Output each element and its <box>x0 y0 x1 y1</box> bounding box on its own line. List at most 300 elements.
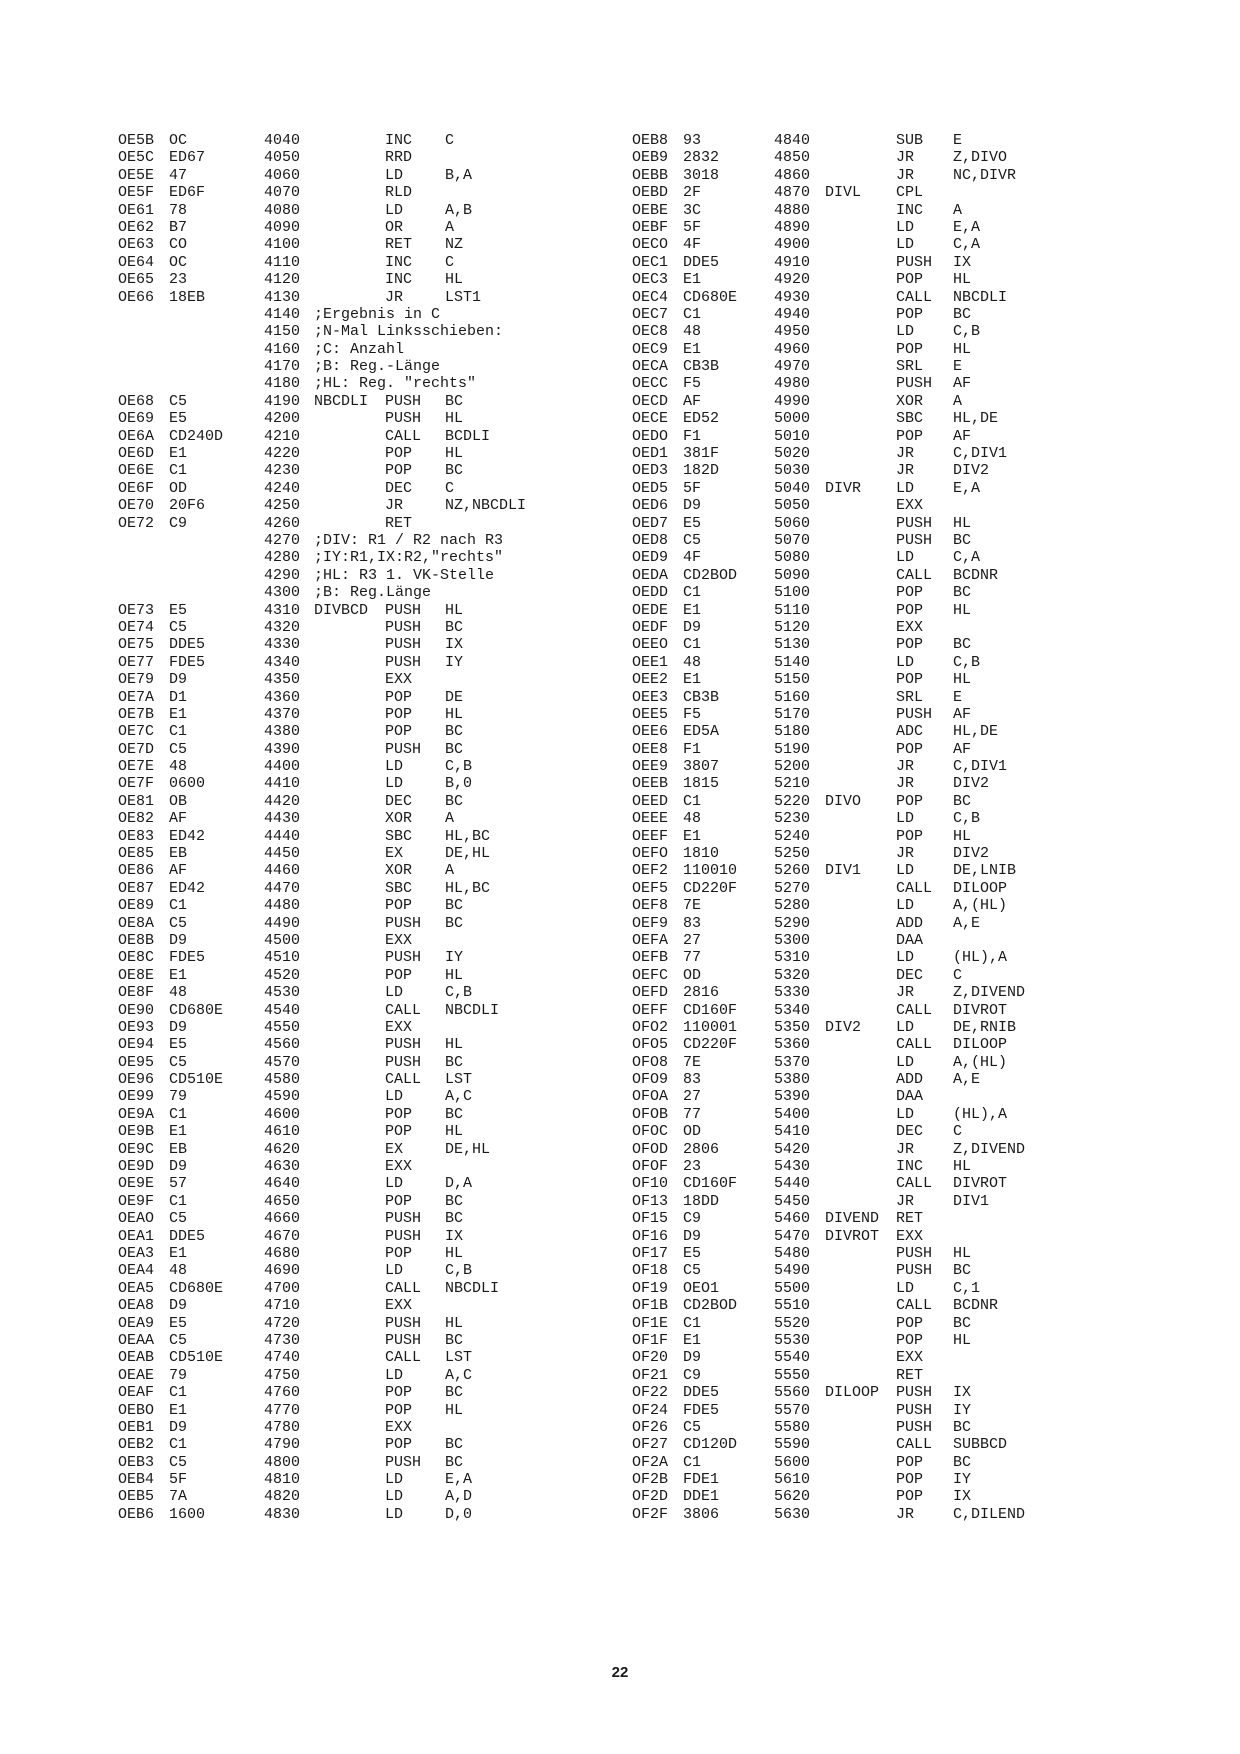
operand: HL <box>953 601 972 619</box>
operand: C,1 <box>953 1279 981 1297</box>
hex-code: C1 <box>683 792 702 810</box>
operand: BC <box>445 1384 464 1402</box>
operand: BC <box>445 1331 464 1349</box>
mnemonic: LD <box>385 1088 404 1106</box>
mnemonic: JR <box>896 845 915 863</box>
operand: DE <box>445 688 464 706</box>
hex-code: E1 <box>683 1331 702 1349</box>
address: OEFC <box>632 966 669 984</box>
operand: C,DILEND <box>953 1505 1026 1523</box>
line-number: 4700 <box>264 1279 301 1297</box>
operand: IX <box>953 253 972 271</box>
mnemonic: DEC <box>896 966 924 984</box>
comment: ;Ergebnis in C <box>314 305 441 323</box>
line-number: 5250 <box>774 845 811 863</box>
address: OE94 <box>118 1036 155 1054</box>
operand: NBCDLI <box>445 1279 500 1297</box>
operand: Z,DIVO <box>953 149 1008 167</box>
line-number: 5180 <box>774 723 811 741</box>
line-number: 4390 <box>264 740 301 758</box>
address: OE81 <box>118 792 155 810</box>
address: OF27 <box>632 1436 669 1454</box>
line-number: 4890 <box>774 218 811 236</box>
address: OEF2 <box>632 862 669 880</box>
hex-code: CD680E <box>169 1279 224 1297</box>
mnemonic: POP <box>385 462 413 480</box>
operand: E <box>953 132 963 149</box>
line-number: 5580 <box>774 1418 811 1436</box>
line-number: 4280 <box>264 549 301 567</box>
mnemonic: LD <box>385 1471 404 1489</box>
address: OE8F <box>118 984 155 1002</box>
hex-code: B7 <box>169 218 188 236</box>
line-number: 4240 <box>264 479 301 497</box>
hex-code: DDE5 <box>169 636 206 654</box>
hex-code: OEO1 <box>683 1279 720 1297</box>
operand: HL <box>953 671 972 689</box>
operand: C,B <box>445 758 473 776</box>
address: OF2B <box>632 1471 669 1489</box>
mnemonic: LD <box>385 1488 404 1506</box>
address: OFO5 <box>632 1036 669 1054</box>
mnemonic: INC <box>385 253 413 271</box>
mnemonic: EX <box>385 1140 404 1158</box>
address: OE8B <box>118 931 155 949</box>
hex-code: CD2BOD <box>683 566 738 584</box>
mnemonic: PUSH <box>385 1314 422 1332</box>
mnemonic: JR <box>896 445 915 463</box>
line-number: 4370 <box>264 705 301 723</box>
operand: NBCDLI <box>445 1001 500 1019</box>
line-number: 4930 <box>774 288 811 306</box>
operand: HL <box>445 966 464 984</box>
address: OE9F <box>118 1192 155 1210</box>
address: OEEO <box>632 636 669 654</box>
mnemonic: EXX <box>896 1227 924 1245</box>
hex-code: CD510E <box>169 1071 224 1089</box>
line-number: 4040 <box>264 132 301 149</box>
address: OE7B <box>118 705 155 723</box>
address: OE6A <box>118 427 155 445</box>
line-number: 5170 <box>774 705 811 723</box>
operand: BCDNR <box>953 566 999 584</box>
address: OEB9 <box>632 149 669 167</box>
hex-code: 4F <box>683 549 702 567</box>
hex-code: CD160F <box>683 1001 738 1019</box>
address: OEB4 <box>118 1471 155 1489</box>
comment: ;DIV: R1 / R2 nach R3 <box>314 531 504 549</box>
line-number: 4830 <box>264 1505 301 1523</box>
mnemonic: SBC <box>385 827 413 845</box>
mnemonic: CALL <box>896 1036 933 1054</box>
operand: BC <box>953 1262 972 1280</box>
address: OE74 <box>118 618 155 636</box>
line-number: 4590 <box>264 1088 301 1106</box>
line-number: 4450 <box>264 845 301 863</box>
line-number: 4570 <box>264 1053 301 1071</box>
hex-code: 18DD <box>683 1192 720 1210</box>
line-number: 5520 <box>774 1314 811 1332</box>
operand: NBCDLI <box>953 288 1008 306</box>
operand: NC,DIVR <box>953 166 1017 184</box>
operand: HL <box>953 340 972 358</box>
mnemonic: PUSH <box>385 1331 422 1349</box>
address: OF1B <box>632 1297 669 1315</box>
label: DIVBCD <box>314 601 369 619</box>
operand: BC <box>445 792 464 810</box>
mnemonic: RET <box>385 236 413 254</box>
mnemonic: PUSH <box>385 949 422 967</box>
operand: BC <box>953 1418 972 1436</box>
line-number: 4090 <box>264 218 301 236</box>
line-number: 5350 <box>774 1018 811 1036</box>
address: OE61 <box>118 201 155 219</box>
operand: A,C <box>445 1366 473 1384</box>
line-number: 5120 <box>774 618 811 636</box>
mnemonic: RET <box>385 514 413 532</box>
mnemonic: PUSH <box>385 1210 422 1228</box>
hex-code: DDE5 <box>169 1227 206 1245</box>
line-number: 4720 <box>264 1314 301 1332</box>
mnemonic: POP <box>385 966 413 984</box>
mnemonic: LD <box>896 218 915 236</box>
address: OE89 <box>118 897 155 915</box>
mnemonic: POP <box>896 1331 924 1349</box>
address: OE64 <box>118 253 155 271</box>
mnemonic: LD <box>896 862 915 880</box>
comment: ;C: Anzahl <box>314 340 405 358</box>
address: OEC1 <box>632 253 669 271</box>
mnemonic: ADC <box>896 723 924 741</box>
address: OE8C <box>118 949 155 967</box>
hex-code: 182D <box>683 462 720 480</box>
hex-code: C5 <box>683 1418 702 1436</box>
line-number: 4940 <box>774 305 811 323</box>
hex-code: C5 <box>169 1453 188 1471</box>
line-number: 4230 <box>264 462 301 480</box>
operand: C,B <box>953 323 981 341</box>
line-number: 4980 <box>774 375 811 393</box>
mnemonic: LD <box>385 1262 404 1280</box>
line-number: 5140 <box>774 653 811 671</box>
line-number: 4560 <box>264 1036 301 1054</box>
line-number: 5000 <box>774 410 811 428</box>
mnemonic: CALL <box>896 1001 933 1019</box>
operand: BC <box>953 636 972 654</box>
address: OEB8 <box>632 132 669 149</box>
line-number: 4470 <box>264 879 301 897</box>
mnemonic: CALL <box>385 1001 422 1019</box>
line-number: 4730 <box>264 1331 301 1349</box>
line-number: 5210 <box>774 775 811 793</box>
line-number: 4860 <box>774 166 811 184</box>
hex-code: 4F <box>683 236 702 254</box>
hex-code: D9 <box>683 1349 702 1367</box>
mnemonic: PUSH <box>896 1418 933 1436</box>
address: OEB6 <box>118 1505 155 1523</box>
mnemonic: PUSH <box>896 253 933 271</box>
address: OE82 <box>118 810 155 828</box>
line-number: 5410 <box>774 1123 811 1141</box>
line-number: 4160 <box>264 340 301 358</box>
hex-code: E5 <box>169 1314 188 1332</box>
mnemonic: INC <box>896 201 924 219</box>
line-number: 4180 <box>264 375 301 393</box>
address: OE5E <box>118 166 155 184</box>
operand: DILOOP <box>953 879 1008 897</box>
operand: AF <box>953 705 972 723</box>
mnemonic: JR <box>896 149 915 167</box>
mnemonic: DEC <box>385 479 413 497</box>
mnemonic: SRL <box>896 358 924 376</box>
operand: C,A <box>953 549 981 567</box>
operand: DIV1 <box>953 1192 990 1210</box>
mnemonic: PUSH <box>896 514 933 532</box>
mnemonic: EXX <box>385 1297 413 1315</box>
hex-code: DDE5 <box>683 1384 720 1402</box>
label: DIVL <box>825 184 862 202</box>
address: OE70 <box>118 497 155 515</box>
operand: A <box>445 862 455 880</box>
hex-code: E1 <box>169 1123 188 1141</box>
line-number: 4680 <box>264 1245 301 1262</box>
address: OEFA <box>632 931 669 949</box>
operand: A,E <box>953 1071 981 1089</box>
line-number: 4990 <box>774 392 811 410</box>
hex-code: 23 <box>683 1158 702 1176</box>
line-number: 4770 <box>264 1401 301 1419</box>
hex-code: 1810 <box>683 845 720 863</box>
mnemonic: PUSH <box>385 601 422 619</box>
operand: (HL),A <box>953 949 1008 967</box>
line-number: 4420 <box>264 792 301 810</box>
line-number: 5340 <box>774 1001 811 1019</box>
mnemonic: POP <box>896 427 924 445</box>
hex-code: D9 <box>169 931 188 949</box>
address: OEBO <box>118 1401 155 1419</box>
mnemonic: LD <box>896 653 915 671</box>
mnemonic: SUB <box>896 132 924 149</box>
operand: A,C <box>445 1088 473 1106</box>
hex-code: 79 <box>169 1088 188 1106</box>
line-number: 5620 <box>774 1488 811 1506</box>
mnemonic: LD <box>385 775 404 793</box>
hex-code: 77 <box>683 1105 702 1123</box>
operand: HL <box>445 1401 464 1419</box>
address: OEE5 <box>632 705 669 723</box>
hex-code: OD <box>683 1123 702 1141</box>
address: OED3 <box>632 462 669 480</box>
line-number: 4070 <box>264 184 301 202</box>
address: OED8 <box>632 531 669 549</box>
address: OE7C <box>118 723 155 741</box>
mnemonic: PUSH <box>896 1245 933 1262</box>
operand: BC <box>445 914 464 932</box>
line-number: 5400 <box>774 1105 811 1123</box>
line-number: 4210 <box>264 427 301 445</box>
operand: DILOOP <box>953 1036 1008 1054</box>
hex-code: E1 <box>169 1245 188 1262</box>
mnemonic: LD <box>385 1505 404 1523</box>
address: OEBE <box>632 201 669 219</box>
address: OE9A <box>118 1105 155 1123</box>
hex-code: E5 <box>683 514 702 532</box>
line-number: 4810 <box>264 1471 301 1489</box>
mnemonic: CALL <box>896 1297 933 1315</box>
mnemonic: JR <box>385 497 404 515</box>
line-number: 4660 <box>264 1210 301 1228</box>
mnemonic: LD <box>896 323 915 341</box>
hex-code: E1 <box>169 1401 188 1419</box>
address: OE85 <box>118 845 155 863</box>
address: OEC4 <box>632 288 669 306</box>
hex-code: 83 <box>683 1071 702 1089</box>
address: OED5 <box>632 479 669 497</box>
line-number: 5390 <box>774 1088 811 1106</box>
hex-code: C5 <box>169 1053 188 1071</box>
hex-code: D1 <box>169 688 188 706</box>
operand: A <box>953 201 963 219</box>
mnemonic: LD <box>385 1366 404 1384</box>
address: OE83 <box>118 827 155 845</box>
operand: BC <box>445 618 464 636</box>
mnemonic: POP <box>385 1105 413 1123</box>
address: OEAA <box>118 1331 155 1349</box>
operand: A <box>953 392 963 410</box>
address: OF21 <box>632 1366 669 1384</box>
mnemonic: DAA <box>896 931 924 949</box>
line-number: 4670 <box>264 1227 301 1245</box>
address: OF2D <box>632 1488 669 1506</box>
address: OED7 <box>632 514 669 532</box>
hex-code: FDE1 <box>683 1471 720 1489</box>
operand: HL <box>445 271 464 289</box>
operand: C,DIV1 <box>953 758 1008 776</box>
mnemonic: LD <box>896 897 915 915</box>
address: OED1 <box>632 445 669 463</box>
operand: BC <box>445 392 464 410</box>
mnemonic: SBC <box>385 879 413 897</box>
hex-code: E5 <box>169 410 188 428</box>
mnemonic: CALL <box>896 1175 933 1193</box>
hex-code: C1 <box>169 1436 188 1454</box>
mnemonic: SBC <box>896 410 924 428</box>
mnemonic: LD <box>896 479 915 497</box>
operand: IX <box>953 1488 972 1506</box>
line-number: 5380 <box>774 1071 811 1089</box>
hex-code: 3807 <box>683 758 720 776</box>
hex-code: CD240D <box>169 427 224 445</box>
address: OF24 <box>632 1401 669 1419</box>
hex-code: C9 <box>683 1366 702 1384</box>
address: OEFF <box>632 1001 669 1019</box>
line-number: 4950 <box>774 323 811 341</box>
address: OE69 <box>118 410 155 428</box>
label: DIVR <box>825 479 862 497</box>
mnemonic: POP <box>385 1436 413 1454</box>
line-number: 4580 <box>264 1071 301 1089</box>
operand: HL <box>445 601 464 619</box>
hex-code: ED6F <box>169 184 206 202</box>
operand: A,(HL) <box>953 897 1008 915</box>
mnemonic: LD <box>896 949 915 967</box>
hex-code: D9 <box>169 1158 188 1176</box>
operand: IY <box>953 1401 972 1419</box>
hex-code: 2F <box>683 184 702 202</box>
comment: ;B: Reg.Länge <box>314 584 432 602</box>
line-number: 4710 <box>264 1297 301 1315</box>
line-number: 4150 <box>264 323 301 341</box>
mnemonic: LD <box>896 549 915 567</box>
operand: C,B <box>953 810 981 828</box>
mnemonic: XOR <box>385 862 413 880</box>
hex-code: 48 <box>169 984 188 1002</box>
operand: BC <box>445 1436 464 1454</box>
address: OE96 <box>118 1071 155 1089</box>
hex-code: D9 <box>169 1297 188 1315</box>
address: OEE3 <box>632 688 669 706</box>
address: OEE2 <box>632 671 669 689</box>
line-number: 5330 <box>774 984 811 1002</box>
hex-code: EB <box>169 845 188 863</box>
label: NBCDLI <box>314 392 369 410</box>
mnemonic: DEC <box>385 792 413 810</box>
address: OEEE <box>632 810 669 828</box>
operand: A,D <box>445 1488 473 1506</box>
operand: E,A <box>953 479 981 497</box>
address: OEE9 <box>632 758 669 776</box>
operand: DE,HL <box>445 1140 491 1158</box>
mnemonic: EXX <box>385 671 413 689</box>
line-number: 4500 <box>264 931 301 949</box>
hex-code: DDE5 <box>683 253 720 271</box>
address: OFOA <box>632 1088 669 1106</box>
address: OEE1 <box>632 653 669 671</box>
hex-code: 7E <box>683 1053 702 1071</box>
hex-code: D9 <box>169 1018 188 1036</box>
mnemonic: POP <box>385 1192 413 1210</box>
operand: C <box>445 253 455 271</box>
hex-code: 57 <box>169 1175 188 1193</box>
line-number: 4820 <box>264 1488 301 1506</box>
hex-code: C9 <box>169 514 188 532</box>
operand: BC <box>445 1210 464 1228</box>
operand: HL <box>445 1245 464 1262</box>
address: OE79 <box>118 671 155 689</box>
line-number: 5230 <box>774 810 811 828</box>
line-number: 4760 <box>264 1384 301 1402</box>
address: OEAB <box>118 1349 155 1367</box>
hex-code: 48 <box>683 323 702 341</box>
mnemonic: SRL <box>896 688 924 706</box>
hex-code: C1 <box>683 305 702 323</box>
mnemonic: JR <box>896 166 915 184</box>
hex-code: 110001 <box>683 1018 738 1036</box>
line-number: 5360 <box>774 1036 811 1054</box>
address: OE99 <box>118 1088 155 1106</box>
operand: DE,LNIB <box>953 862 1017 880</box>
mnemonic: POP <box>896 671 924 689</box>
line-number: 4250 <box>264 497 301 515</box>
comment: ;HL: R3 1. VK-Stelle <box>314 566 495 584</box>
address: OF16 <box>632 1227 669 1245</box>
line-number: 4100 <box>264 236 301 254</box>
address: OE7D <box>118 740 155 758</box>
hex-code: 1600 <box>169 1505 206 1523</box>
hex-code: 3806 <box>683 1505 720 1523</box>
line-number: 4140 <box>264 305 301 323</box>
address: OF18 <box>632 1262 669 1280</box>
